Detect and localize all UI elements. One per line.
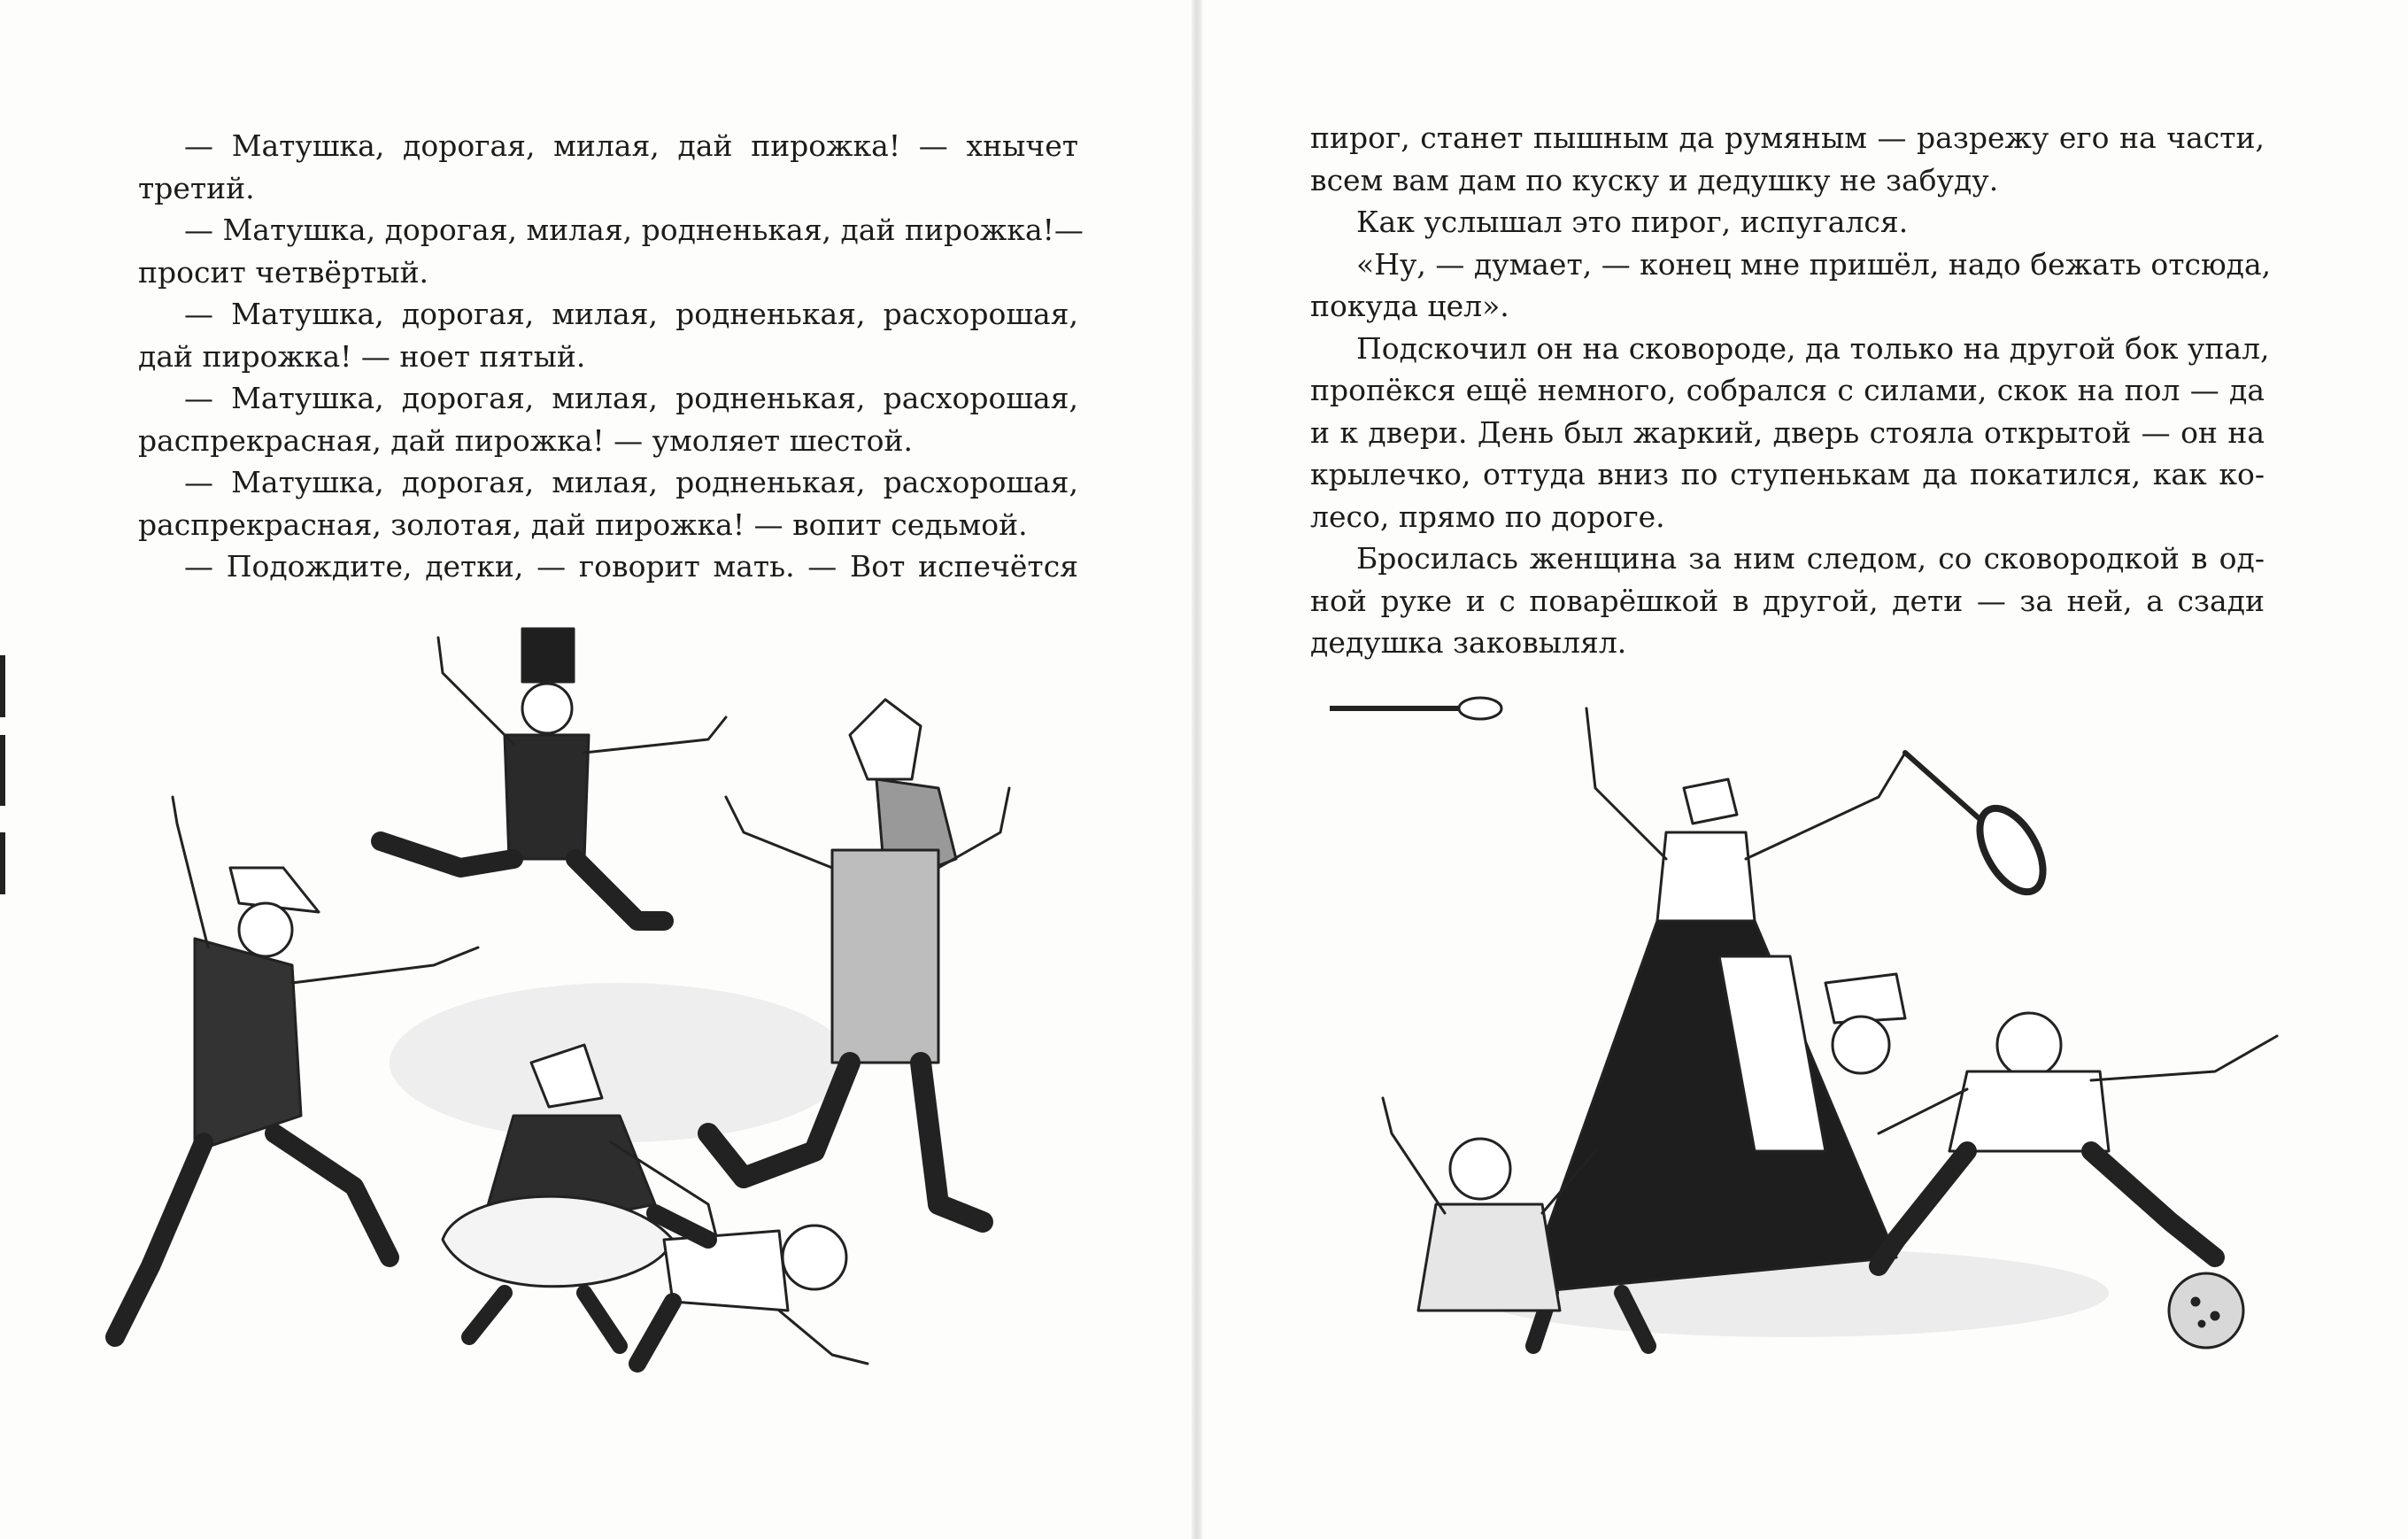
page-edge-mark [0, 832, 5, 894]
text-line: — Матушка, дорогая, милая, родненькая, дай пирожка!— [184, 213, 1084, 247]
chase-illustration [1330, 691, 2348, 1373]
text-line: лесо, прямо по дороге. [1310, 499, 1665, 534]
rolling-pie-figure [2169, 1273, 2243, 1348]
text-line: ной руке и с поварёшкой в другой, дети — за ней, а сзади [1310, 583, 2265, 618]
text-line: «Ну, — думает, — конец мне пришёл, надо бежать отсюда, [1356, 246, 2272, 282]
text-line: просит четвёртый. [138, 254, 429, 290]
grandfather-figure [708, 700, 1009, 1222]
right-page [1197, 0, 2408, 1539]
text-line: Как услышал это пирог, испугался. [1356, 205, 1909, 239]
text-line: пирог, станет пышным да румяным — разрежу его на части, [1310, 120, 2265, 155]
text-line: Подскочил он на сковороде, да только на другой бок упал, [1356, 330, 2270, 366]
text-line: дай пирожка! — ноет пятый. [138, 338, 586, 374]
text-line: — Матушка, дорогая, милая, родненькая, расхорошая, [184, 465, 1078, 499]
text-line: Бросилась женщина за ним следом, со сковородкой в од- [1356, 541, 2265, 576]
left-page-text [138, 125, 1084, 588]
right-page-text [1310, 117, 2272, 664]
left-page [0, 0, 1197, 1539]
page-edge-mark [0, 735, 5, 806]
text-line: — Матушка, дорогая, милая, родненькая, расхорошая, [184, 297, 1078, 331]
text-line: распрекрасная, дай пирожка! — умоляет шестой. [138, 422, 913, 458]
text-line: дедушка заковылял. [1310, 625, 1627, 660]
text-line: покуда цел». [1310, 289, 1509, 323]
text-line: пропёкся ещё немного, собрался с силами, скок на пол — да [1310, 373, 2265, 407]
text-line: третий. [138, 170, 255, 205]
text-line: — Подождите, детки, — говорит мать. — Вот испечётся [184, 549, 1078, 584]
boy-cap-figure [1825, 974, 1905, 1073]
running-boy-figure [1879, 1013, 2277, 1266]
text-line: — Матушка, дорогая, милая, родненькая, расхорошая, [184, 381, 1078, 415]
crawling-boy-figure [637, 1213, 868, 1364]
page-edge-mark [0, 655, 5, 717]
text-line: распрекрасная, золотая, дай пирожка! — вопит седьмой. [138, 507, 1028, 542]
boy-tall-hat-figure [381, 629, 726, 921]
text-line: крылечко, оттуда вниз по ступенькам да покатился, как ко- [1310, 457, 2265, 491]
dancing-family-illustration [89, 567, 1133, 1408]
text-line: и к двери. День был жаркий, дверь стояла открытой — он на [1310, 414, 2265, 450]
text-line: — Матушка, дорогая, милая, дай пирожка! — хнычет [184, 128, 1078, 163]
text-line: всем вам дам по куску и дедушку не забуду. [1310, 162, 1999, 197]
